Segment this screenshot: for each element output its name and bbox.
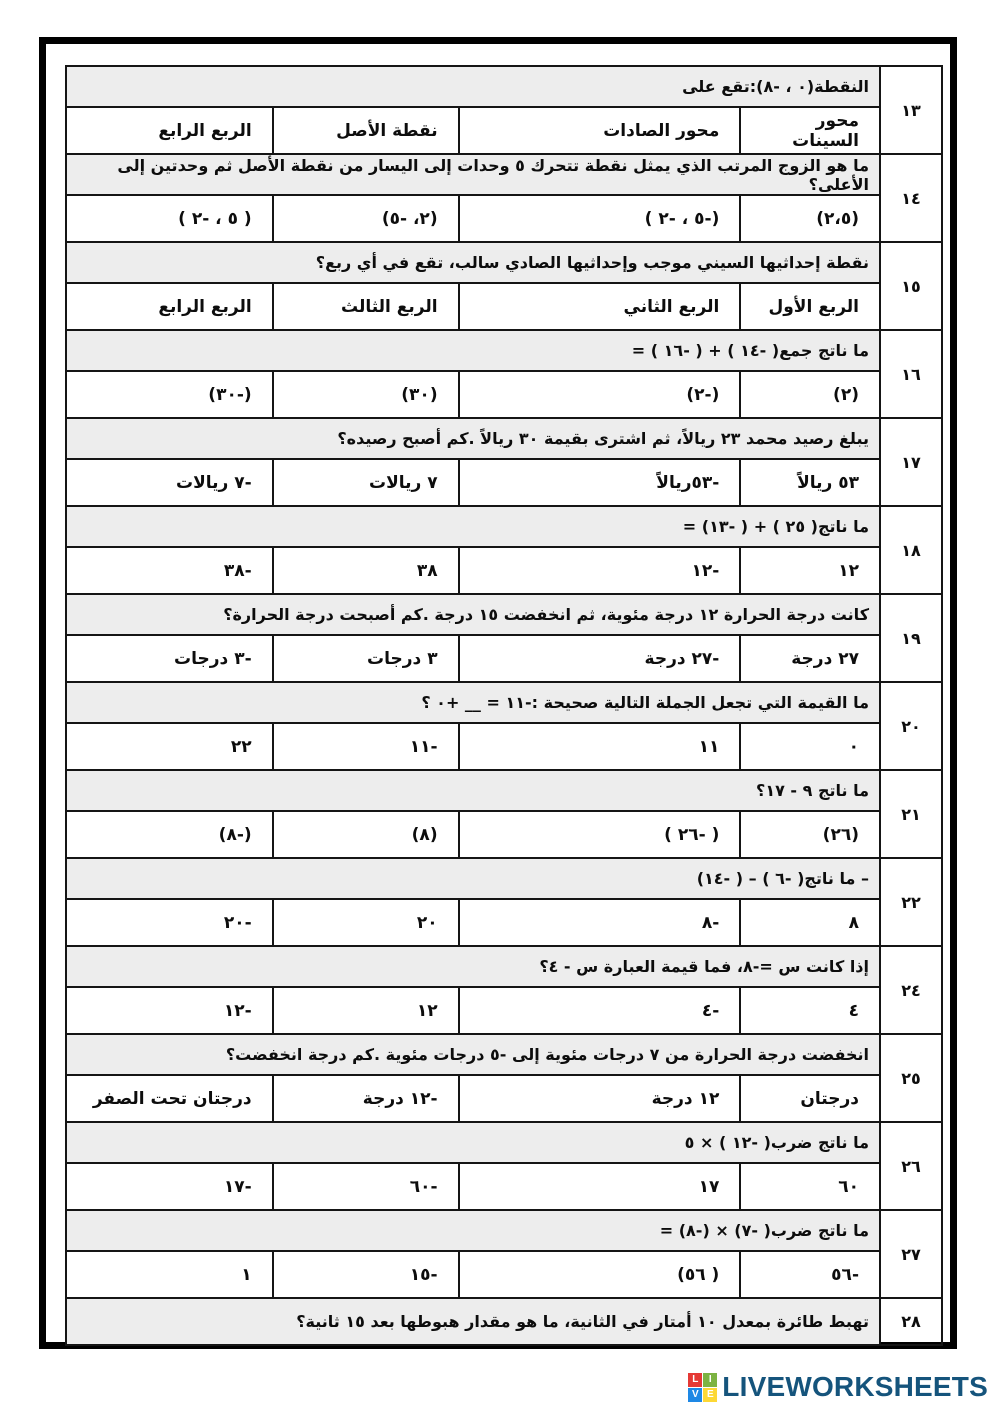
option-cell[interactable]: (٣٠) [272,372,458,417]
options-row [67,108,879,153]
question-block [67,1299,941,1344]
option-cell[interactable]: ١١ [458,724,740,769]
option-cell[interactable]: ١ [241,1264,252,1285]
option-cell[interactable]: الربع الأول [739,284,879,329]
options-row [67,1252,879,1297]
question-number: ١٩ [879,595,941,681]
question-text: ما ناتج جمع( -١٤ ) + ( -١٦ ) = [67,331,879,372]
questions-table [65,65,943,1346]
question-text: ما هو الزوج المرتب الذي يمثل نقطة تتحرك ٥ وحدات إلى اليسار من نقطة الأصل ثم وحدتين إلى الأعلى؟ [67,155,879,196]
options-row [67,724,879,769]
options-row [67,196,879,241]
option-cell[interactable]: (٢، -٥) [272,196,458,241]
options-row [67,372,879,417]
option-cell[interactable]: الربع الرابع [158,296,252,317]
option-cell[interactable]: (-٨) [218,824,252,845]
option-cell[interactable]: ٨ [739,900,879,945]
options-row [67,1164,879,1209]
option-cell[interactable]: ٥٣ ريالاً [739,460,879,505]
option-cell[interactable]: (-٢) [458,372,740,417]
liveworksheets-footer [688,1371,988,1403]
question-text: النقطة(٠ ، -٨):تقع على [67,67,879,108]
question-block [67,419,941,507]
option-cell[interactable]: (٢٦) [739,812,879,857]
options-row [67,636,879,681]
question-text: ما ناتج ٩ - ١٧؟ [67,771,879,812]
option-cell[interactable]: الربع الثاني [458,284,740,329]
question-text: كانت درجة الحرارة ١٢ درجة مئوية، ثم انخفضت ١٥ درجة .كم أصبحت درجة الحرارة؟ [67,595,879,636]
option-cell[interactable]: ٧ ريالات [272,460,458,505]
question-number: ٢٢ [879,859,941,945]
options-row [67,284,879,329]
question-number: ٢٦ [879,1123,941,1209]
option-cell[interactable]: -٣ درجات [174,648,252,669]
question-block [67,771,941,859]
question-text: إذا كانت س =-٨، فما قيمة العبارة س - ٤؟ [67,947,879,988]
option-cell[interactable]: ١٢ درجة [458,1076,740,1121]
option-cell[interactable]: (-٣٠) [208,384,252,405]
liveworksheets-logo-icon[interactable] [688,1373,717,1402]
question-block [67,331,941,419]
option-cell[interactable]: ٢٠ [272,900,458,945]
question-block [67,947,941,1035]
question-number: ١٣ [879,67,941,153]
options-row [67,1076,879,1121]
option-cell[interactable]: ٢٧ درجة [739,636,879,681]
question-number: ٢٥ [879,1035,941,1121]
option-cell[interactable]: درجتان تحت الصفر [92,1088,252,1109]
question-text: ما ناتج ضرب( -١٢ ) × ٥ [67,1123,879,1164]
option-cell[interactable]: -١٢ [223,1000,252,1021]
logo-cell-l: L [688,1373,702,1387]
question-number: ١٨ [879,507,941,593]
option-cell[interactable]: -٥٣ريالاً [458,460,740,505]
option-cell[interactable]: -١٢ درجة [272,1076,458,1121]
question-block [67,595,941,683]
question-block [67,1211,941,1299]
liveworksheets-brand[interactable]: LIVEWORKSHEETS [722,1371,988,1402]
question-block [67,155,941,243]
question-block [67,859,941,947]
question-text: انخفضت درجة الحرارة من ٧ درجات مئوية إلى -٥ درجات مئوية .كم درجة انخفضت؟ [67,1035,879,1076]
option-cell[interactable]: (٨) [272,812,458,857]
option-cell[interactable]: الربع الثالث [272,284,458,329]
question-block [67,683,941,771]
question-block [67,1123,941,1211]
option-cell[interactable]: محور الصادات [458,108,740,153]
question-text: يبلغ رصيد محمد ٢٣ ريالاً، ثم اشترى بقيمة ٣٠ ريالاً .كم أصبح رصيده؟ [67,419,879,460]
option-cell[interactable]: (-٥ ، -٢ ) [458,196,740,241]
question-number: ١٦ [879,331,941,417]
question-text: – ما ناتج( -٦ ) – ( -١٤) [67,859,879,900]
option-cell[interactable]: ٦٠ [739,1164,879,1209]
option-cell[interactable]: -٢٠ [223,912,252,933]
option-cell[interactable]: الربع الرابع [158,120,252,141]
option-cell[interactable]: محور السينات [739,108,879,153]
option-cell[interactable]: ٣٨ [272,548,458,593]
option-cell[interactable]: ١٧ [458,1164,740,1209]
logo-cell-e: E [703,1388,717,1402]
worksheet-frame [39,37,957,1349]
option-cell[interactable]: -١٥ [272,1252,458,1297]
option-cell[interactable]: -١١ [272,724,458,769]
option-cell[interactable]: -٦٠ [272,1164,458,1209]
question-text: نقطة إحداثيها السيني موجب وإحداثيها الصادي سالب، تقع في أي ربع؟ [67,243,879,284]
question-block [67,1035,941,1123]
option-cell[interactable]: ٣ درجات [272,636,458,681]
logo-cell-v: V [688,1388,702,1402]
option-cell[interactable]: -٨ [458,900,740,945]
question-block [67,67,941,155]
option-cell[interactable]: (٢) [739,372,879,417]
question-block [67,243,941,331]
question-number: ٢٨ [879,1299,941,1344]
option-cell[interactable]: -٥٦ [739,1252,879,1297]
options-row [67,988,879,1033]
question-block [67,507,941,595]
question-number: ٢٧ [879,1211,941,1297]
option-cell[interactable]: نقطة الأصل [272,108,458,153]
question-text: ما ناتج ضرب( -٧) × (-٨) = [67,1211,879,1252]
question-text: تهبط طائرة بمعدل ١٠ أمتار في الثانية، ما هو مقدار هبوطها بعد ١٥ ثانية؟ [67,1299,879,1344]
options-row [67,812,879,857]
question-number: ٢٤ [879,947,941,1033]
option-cell[interactable]: ( ٥ ، -٢ ) [178,208,252,229]
option-cell[interactable]: ١٢ [272,988,458,1033]
option-cell[interactable]: -١٢ [458,548,740,593]
option-cell[interactable]: (٢،٥) [739,196,879,241]
question-number: ٢١ [879,771,941,857]
options-row [67,460,879,505]
option-cell[interactable]: -٣٨ [223,560,252,581]
option-cell[interactable]: ٢٢ [230,736,252,757]
question-text: ما القيمة التي تجعل الجملة التالية صحيحة :-١١ = __ +٠ ؟ [67,683,879,724]
option-cell[interactable]: -٤ [458,988,740,1033]
option-cell[interactable]: ٤ [739,988,879,1033]
option-cell[interactable]: ١٢ [739,548,879,593]
option-cell[interactable]: درجتان [739,1076,879,1121]
option-cell[interactable]: ( ٥٦) [458,1252,740,1297]
options-row [67,900,879,945]
option-cell[interactable]: ( -٢٦ ) [458,812,740,857]
question-text: ما ناتج( ٢٥ ) + ( -١٣) = [67,507,879,548]
option-cell[interactable]: -٢٧ درجة [458,636,740,681]
logo-cell-i: I [703,1373,717,1387]
option-cell[interactable]: -٧ ريالات [175,472,252,493]
option-cell[interactable]: -١٧ [223,1176,252,1197]
question-number: ١٥ [879,243,941,329]
question-number: ٢٠ [879,683,941,769]
question-number: ١٧ [879,419,941,505]
question-number: ١٤ [879,155,941,241]
option-cell[interactable]: ٠ [739,724,879,769]
options-row [67,548,879,593]
